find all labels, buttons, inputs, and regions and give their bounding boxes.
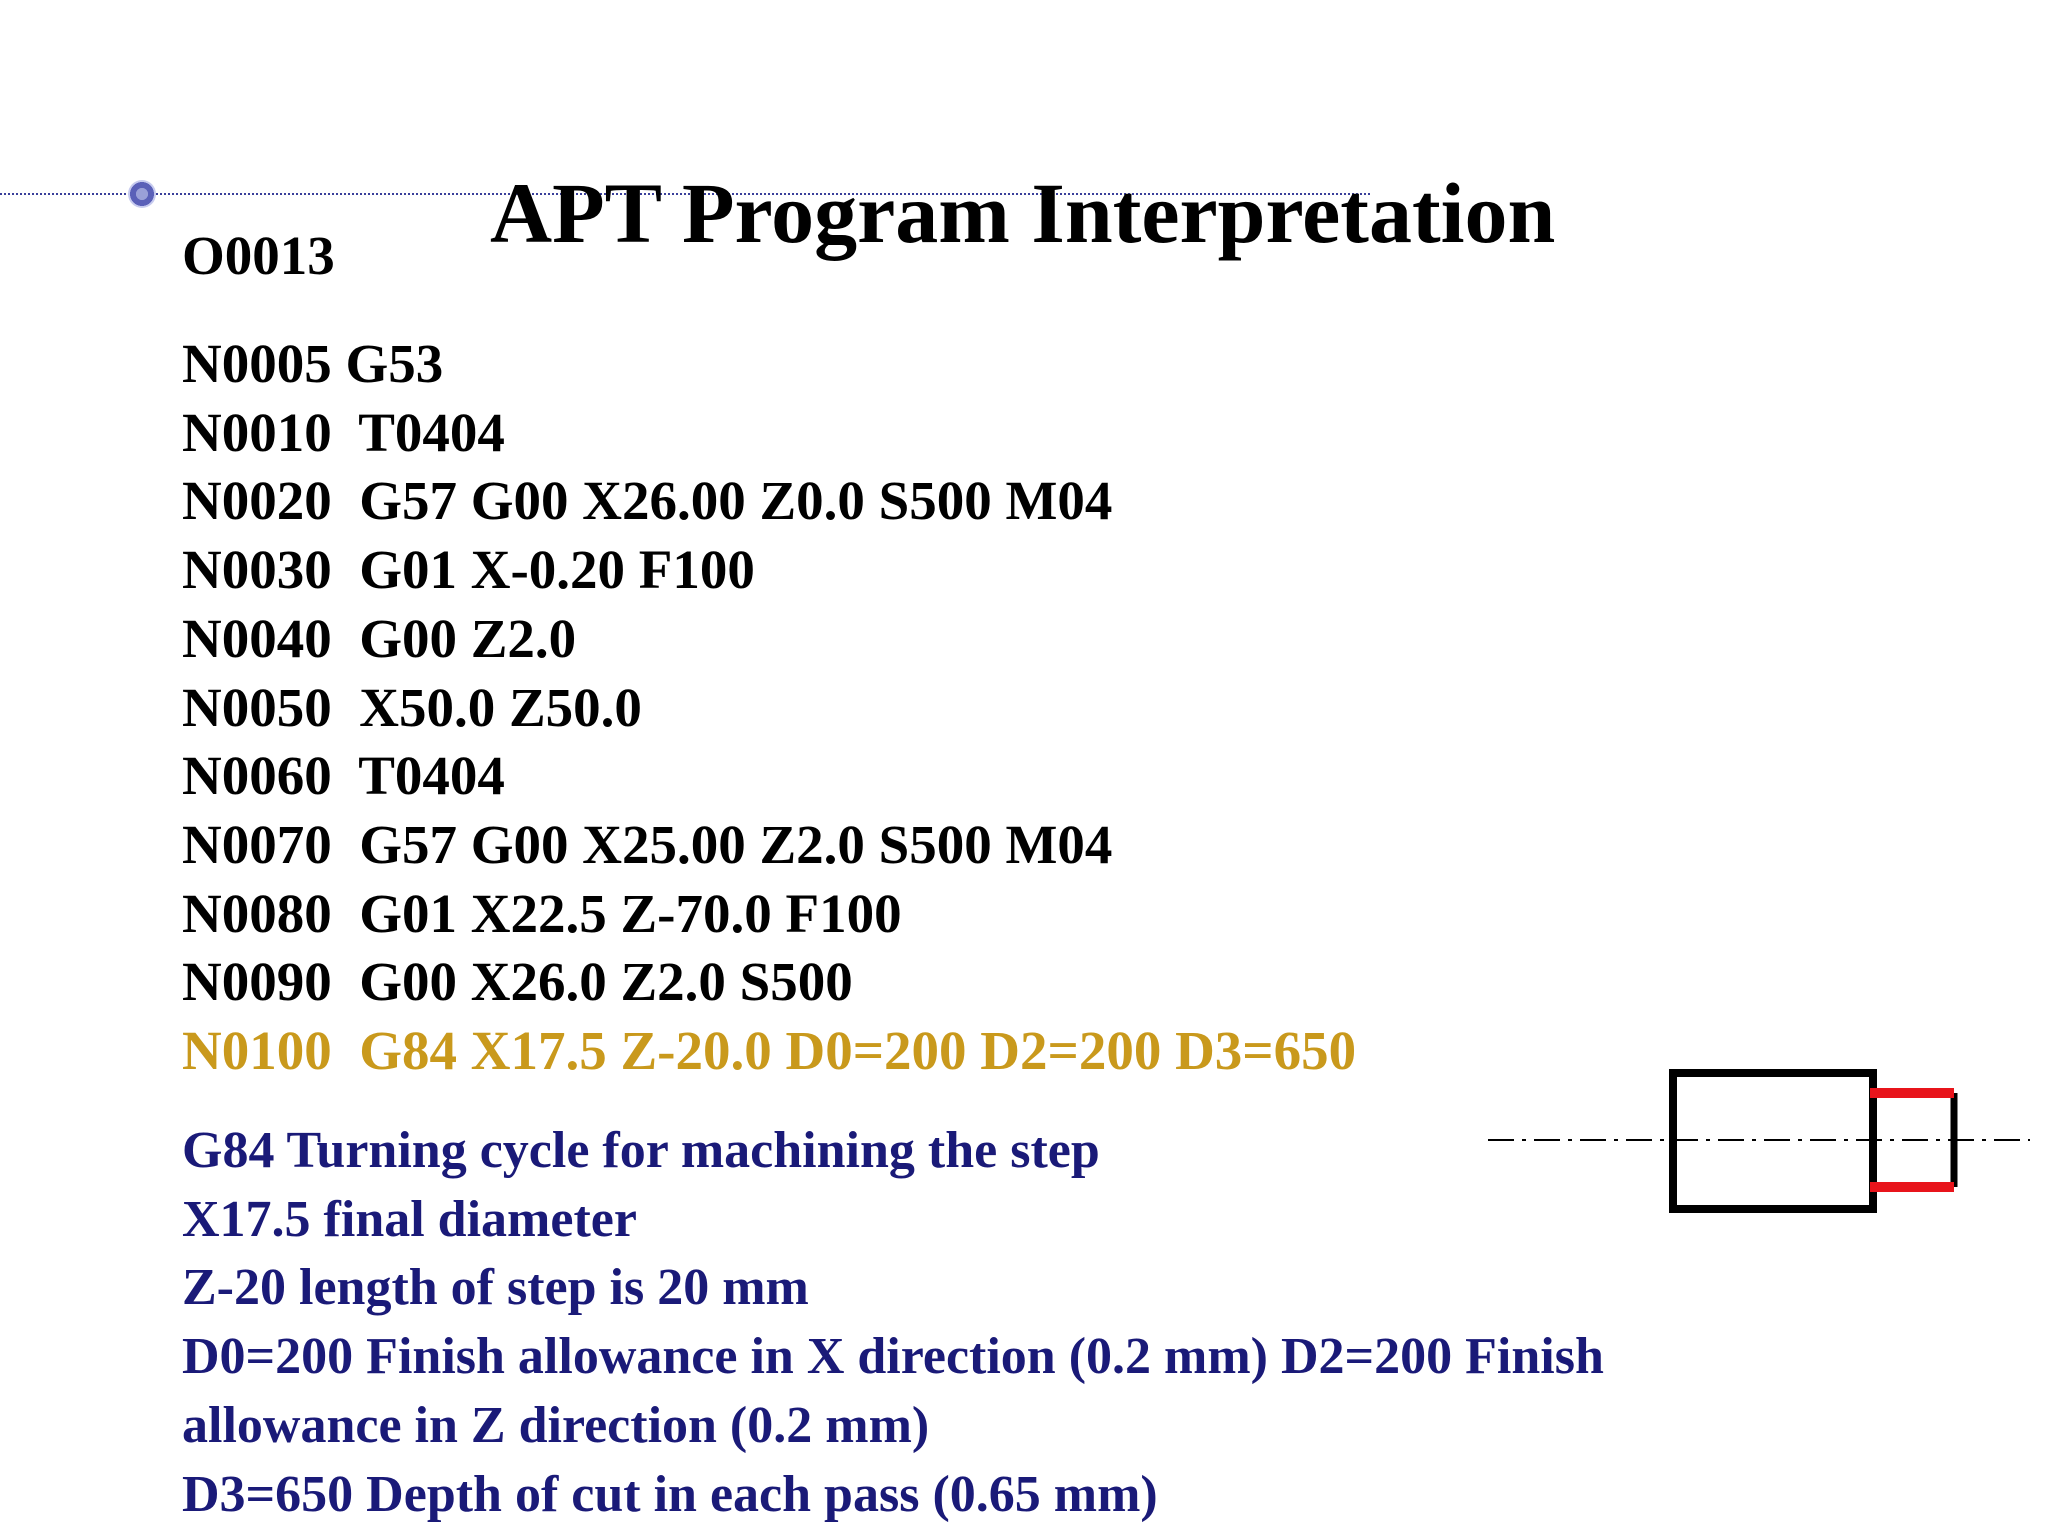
workpiece-step-sketch (1478, 1055, 2038, 1235)
explanation-line: Z-20 length of step is 20 mm (182, 1259, 809, 1317)
explanation-line: D3=650 Depth of cut in each pass (0.65 mm) (182, 1465, 1158, 1523)
code-line: N0050 X50.0 Z50.0 (182, 676, 642, 738)
code-line: N0030 G01 X-0.20 F100 (182, 539, 755, 601)
explanation-line: D0=200 Finish allowance in X direction (0.2 mm) D2=200 Finish (182, 1328, 1604, 1386)
code-line: N0040 G00 Z2.0 (182, 607, 577, 669)
explanation-line: X17.5 final diameter (182, 1190, 637, 1248)
decorative-bullet-icon (128, 180, 156, 208)
explanation-line: G84 Turning cycle for machining the step (182, 1122, 1100, 1179)
nc-code-listing (182, 330, 1356, 1086)
code-line: N0020 G57 G00 X26.00 Z0.0 S500 M04 (182, 470, 1113, 532)
code-line: N0010 T0404 (182, 401, 505, 463)
code-line: N0080 G01 X22.5 Z-70.0 F100 (182, 882, 902, 944)
program-number: O0013 (182, 225, 335, 286)
code-line: N0005 G53 (182, 333, 444, 394)
slide-title: APT Program Interpretation (490, 165, 1556, 261)
code-line: N0070 G57 G00 X25.00 Z2.0 S500 M04 (182, 813, 1113, 875)
code-line-highlighted: N0100 G84 X17.5 Z-20.0 D0=200 D2=200 D3=650 (182, 1020, 1357, 1082)
explanation-line: allowance in Z direction (0.2 mm) (182, 1396, 930, 1454)
code-line: N0060 T0404 (182, 745, 505, 807)
code-line: N0090 G00 X26.0 Z2.0 S500 (182, 951, 853, 1013)
